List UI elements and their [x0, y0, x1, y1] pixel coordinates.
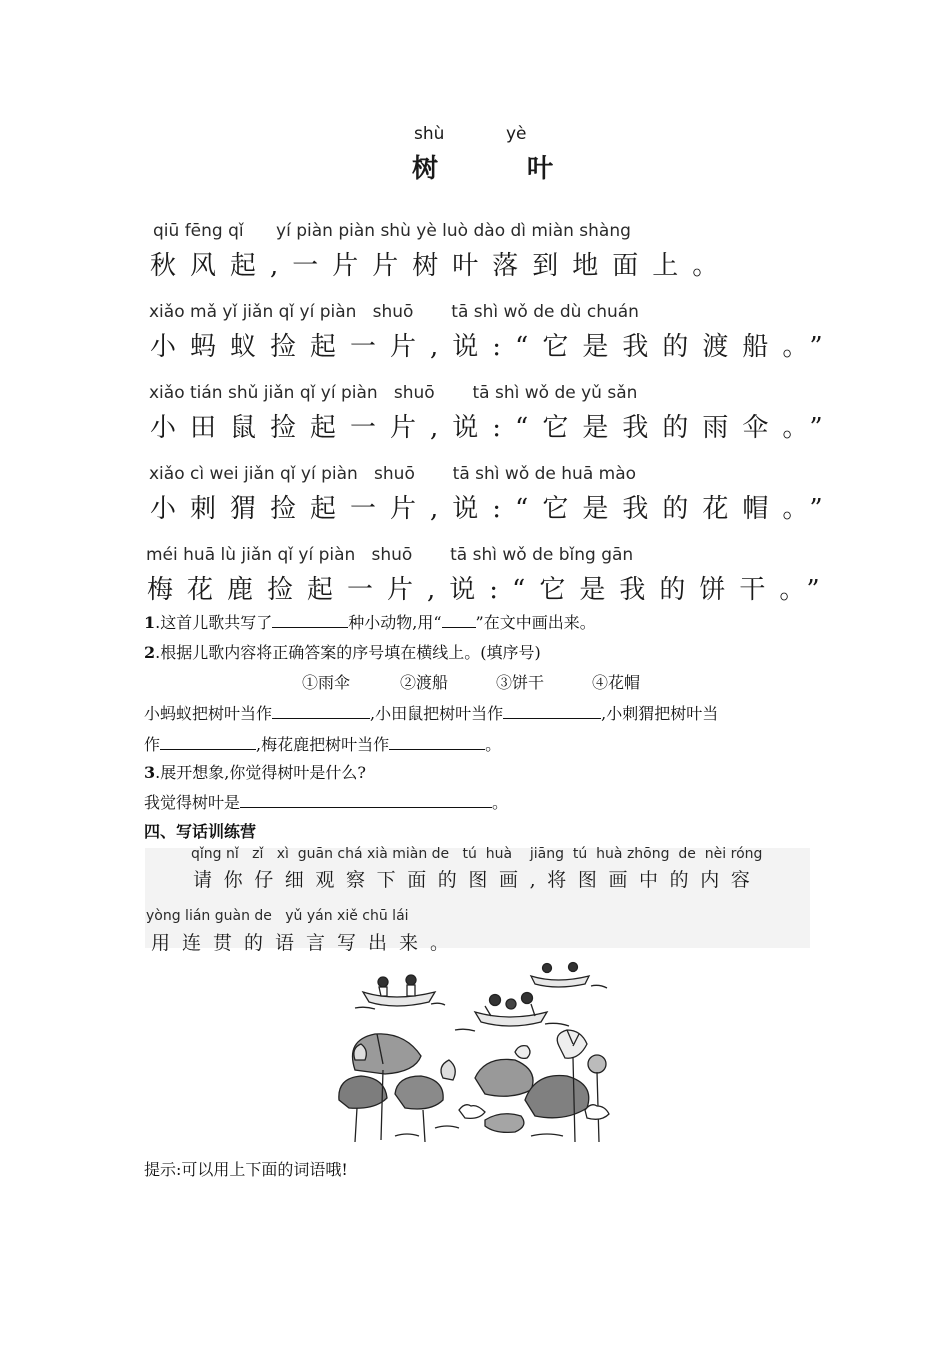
question-1-text-a: .这首儿歌共写了 [155, 613, 273, 632]
question-2 [144, 640, 541, 663]
question-1 [144, 610, 596, 633]
question-2-line-2 [144, 732, 501, 755]
hedgehog-blank[interactable] [160, 733, 256, 750]
section-4-line-2-pinyin: yòng lián guàn de yǔ yán xiě chū lái [146, 908, 409, 924]
poem-line-4-text: 小刺猬捡起一片,说:“它是我的花帽。” [150, 494, 837, 524]
question-2-option-2: ②渡船 [400, 673, 449, 692]
question-2-line-1-a: 小蚂蚁把树叶当作 [144, 704, 273, 723]
question-2-option-3: ③饼干 [496, 673, 545, 692]
question-3-answer-line [144, 790, 508, 813]
poem-line-1-pinyin: qiū fēng qǐ yí piàn piàn shù yè luò dào dì miàn shàng [153, 221, 631, 241]
poem-line-4-pinyin: xiǎo cì wei jiǎn qǐ yí piàn shuō tā shì wǒ de huā mào [149, 464, 637, 484]
hint-text: 提示:可以用上下面的词语哦! [144, 1160, 348, 1179]
title-pinyin-1: shù [414, 124, 445, 144]
question-3 [144, 760, 366, 783]
poem-line-1-text: 秋风起,一片片树叶落到地面上。 [150, 251, 733, 281]
poem-line-2-text: 小蚂蚁捡起一片,说:“它是我的渡船。” [150, 332, 837, 362]
question-3-text: .展开想象,你觉得树叶是什么? [155, 763, 366, 782]
page-title: 树 叶 [412, 154, 594, 184]
section-4-heading: 四、写话训练营 [144, 822, 257, 841]
question-2-line-2-a: 作 [144, 735, 161, 754]
poem-line-5-pinyin: méi huā lù jiǎn qǐ yí piàn shuō tā shì wǒ de bǐng gān [146, 545, 634, 565]
poem-line-5-text: 梅花鹿捡起一片,说:“它是我的饼干。” [147, 575, 834, 605]
leaf-imagination-blank[interactable] [240, 791, 492, 808]
question-2-line-1 [144, 701, 718, 724]
section-4-line-1-text: 请你仔细观察下面的图画,将图画中的内容 [193, 869, 762, 891]
question-2-line-1-c: ,小刺猬把树叶当 [601, 704, 719, 723]
lotus-pond-illustration [335, 960, 615, 1150]
deer-blank[interactable] [389, 733, 485, 750]
question-3-answer-b: 。 [492, 793, 509, 812]
question-1-number: 1 [144, 613, 156, 632]
section-4-line-1-pinyin: qǐng nǐ zǐ xì guān chá xià miàn de tú huà jiāng tú huà zhōng de nèi róng [191, 846, 763, 862]
title-pinyin-2: yè [506, 124, 527, 144]
question-2-line-2-c: 。 [485, 735, 502, 754]
field-mouse-blank[interactable] [503, 702, 601, 719]
question-1-blank-mark[interactable] [442, 611, 476, 628]
section-4-line-2-text: 用连贯的语言写出来。 [151, 932, 462, 954]
poem-line-2-pinyin: xiǎo mǎ yǐ jiǎn qǐ yí piàn shuō tā shì wǒ de dù chuán [149, 302, 639, 322]
ant-blank[interactable] [272, 702, 370, 719]
question-2-number: 2 [144, 643, 156, 662]
poem-line-3-text: 小田鼠捡起一片,说:“它是我的雨伞。” [150, 413, 837, 443]
question-1-text-b: 种小动物,用“ [348, 613, 442, 632]
question-3-answer-a: 我觉得树叶是 [144, 793, 241, 812]
question-3-number: 3 [144, 763, 156, 782]
question-1-text-c: ”在文中画出来。 [475, 613, 596, 632]
question-2-option-4: ④花帽 [592, 673, 641, 692]
question-2-text: .根据儿歌内容将正确答案的序号填在横线上。(填序号) [155, 643, 541, 662]
question-2-line-2-b: ,梅花鹿把树叶当作 [256, 735, 390, 754]
question-2-line-1-b: ,小田鼠把树叶当作 [370, 704, 504, 723]
poem-line-3-pinyin: xiǎo tián shǔ jiǎn qǐ yí piàn shuō tā shì wǒ de yǔ sǎn [149, 383, 638, 403]
question-2-option-1: ①雨伞 [302, 673, 351, 692]
question-1-blank-count[interactable] [272, 611, 348, 628]
